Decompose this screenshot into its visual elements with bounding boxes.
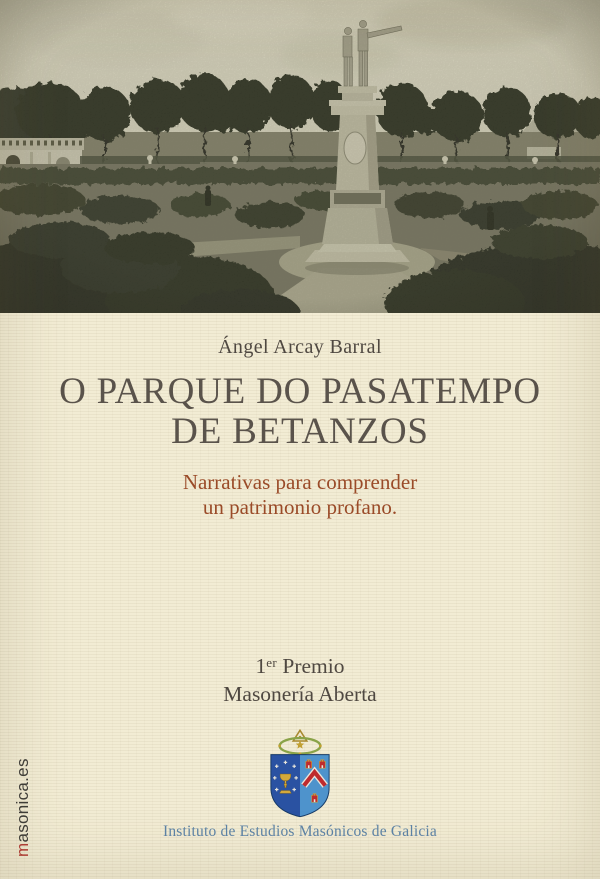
photo-vignette [0, 0, 600, 313]
title-line-1: O PARQUE DO PASATEMPO [59, 371, 541, 412]
galicia-masonic-shield [271, 755, 329, 819]
publisher-initial: m [13, 842, 32, 857]
subtitle-line-2: un patrimonio profano. [202, 494, 398, 519]
institute-crest [267, 729, 333, 819]
cover-photo [0, 0, 600, 313]
award-line-1: 1er Premio [255, 654, 345, 678]
award-line-2: Masonería Aberta [223, 682, 377, 706]
subtitle-line-1: Narrativas para comprender [182, 470, 418, 494]
award-ordinal-superscript: er [266, 655, 277, 670]
institute-name: Instituto de Estudios Masónicos de Galicia [162, 823, 437, 840]
publisher-url [13, 758, 33, 857]
award-text [0, 649, 600, 708]
book-subtitle [0, 470, 600, 519]
halo-ring-icon [278, 738, 321, 755]
book-title [0, 372, 600, 452]
title-line-2: DE BETANZOS [171, 411, 429, 452]
publisher-rest: asonica.es [13, 758, 32, 843]
author-name: Ángel Arcay Barral [218, 336, 382, 358]
